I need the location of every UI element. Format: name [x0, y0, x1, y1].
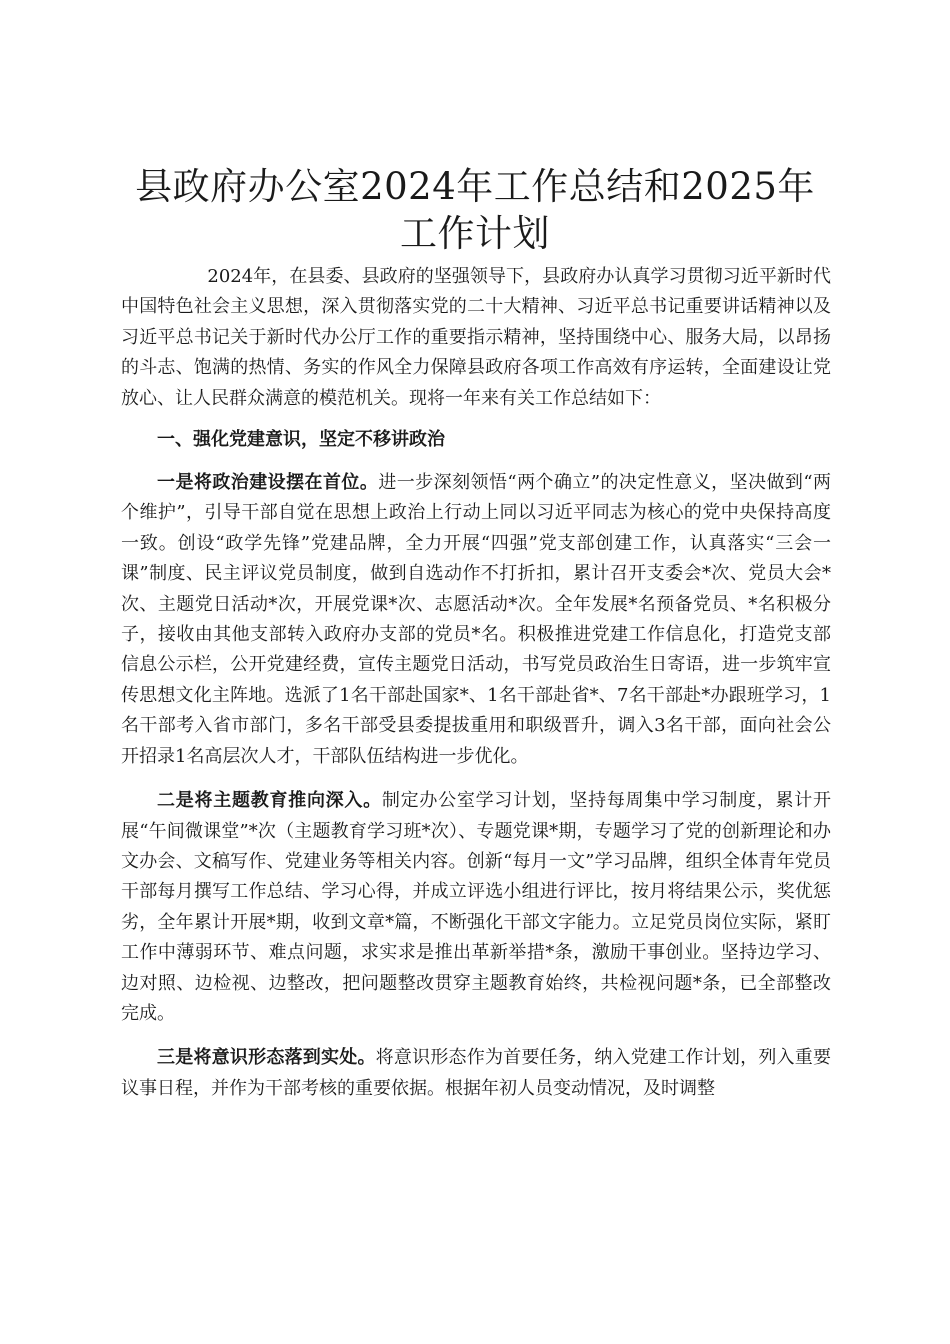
paragraph-text-1: 进一步深刻领悟“两个确立”的决定性意义，坚决做到“两个维护”，引导干部自觉在思想上政治上行动上同以习近平同志为核心的党中央保持高度一致。创设“政学先锋”党建品牌，全力开展“四强”党支部创建工作，认真落实“三会一课”制度、民主评议党员制度，做到自选动作不打折扣，累计召开支委会*次、党员大会*次、主题党日活动*次，开展党课*次、志愿活动*次。全年发展*名预备党员、*名积极分子，接收由其他支部转入政府办支部的党员*名。积极推进党建工作信息化，打造党支部信息公示栏，公开党建经费，宣传主题党日活动，书写党员政治生日寄语，进一步筑牢宣传思想文化主阵地。选派了1名干部赴国家*、1名干部赴省*、7名干部赴*办跟班学习，1名干部考入省市部门，多名干部受县委提拔重用和职级晋升，调入3名干部，面向社会公开招录1名高层次人才，干部队伍结构进一步优化。 — [121, 472, 832, 767]
body-paragraph-1 — [121, 468, 831, 772]
document-body — [121, 262, 831, 1118]
body-paragraph-3 — [121, 1043, 831, 1104]
paragraph-text-3: 将意识形态作为首要任务，纳入党建工作计划，列入重要议事日程，并作为干部考核的重要依据。根据年初人员变动情况，及时调整 — [121, 1047, 832, 1099]
paragraph-text-2: 制定办公室学习计划，坚持每周集中学习制度，累计开展“午间微课堂”*次（主题教育学习班*次）、专题党课*期，专题学习了党的创新理论和办文办会、文稿写作、党建业务等相关内容。创新“每月一文”学习品牌，组织全体青年党员干部每月撰写工作总结、学习心得，并成立评选小组进行评比，按月将结果公示，奖优惩劣，全年累计开展*期，收到文章*篇，不断强化干部文字能力。立足党员岗位实际，紧盯工作中薄弱环节、难点问题，求实求是推出革新举措*条，激励干事创业。坚持边学习、边对照、边检视、边整改，把问题整改贯穿主题教育始终，共检视问题*条，已全部整改完成。 — [121, 790, 832, 1024]
section-heading-1: 一、强化党建意识，坚定不移讲政治 — [157, 429, 445, 451]
intro-paragraph: 2024年，在县委、县政府的坚强领导下，县政府办认真学习贯彻习近平新时代中国特色社会主义思想，深入贯彻落实党的二十大精神、习近平总书记重要讲话精神以及习近平总书记关于新时代办公厅工作的重要指示精神，坚持围绕中心、服务大局，以昂扬的斗志、饱满的热情、务实的作风全力保障县政府各项工作高效有序运转，全面建设让党放心、让人民群众满意的模范机关。现将一年来有关工作总结如下： — [121, 266, 831, 409]
paragraph-lead-1: 一是将政治建设摆在首位。 — [157, 472, 379, 494]
body-paragraph-2 — [121, 786, 831, 1029]
paragraph-lead-2: 二是将主题教育推向深入。 — [157, 790, 382, 812]
paragraph-lead-3: 三是将意识形态落到实处。 — [157, 1047, 376, 1069]
document-title: 县政府办公室2024年工作总结和2025年工作计划 — [135, 165, 815, 255]
